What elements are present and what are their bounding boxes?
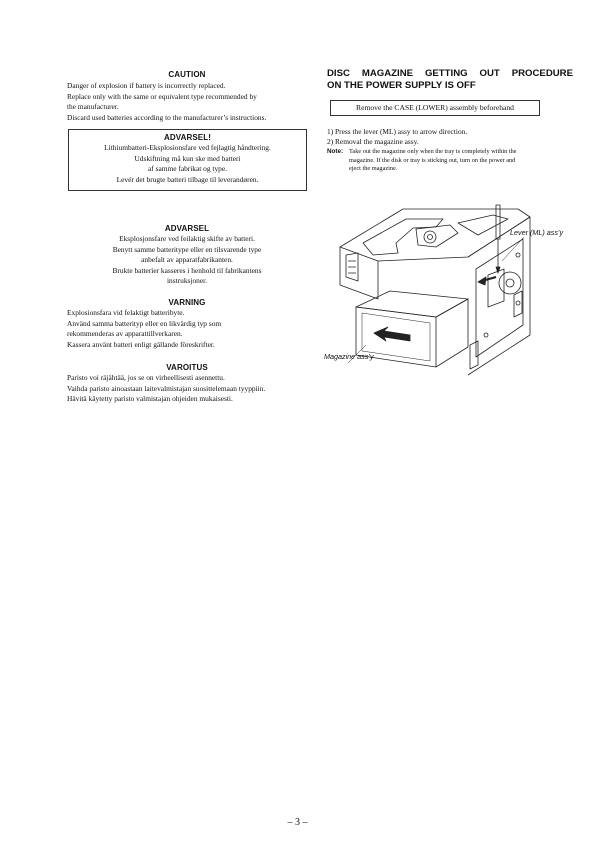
varoitus-text (67, 373, 307, 405)
magazine-top (356, 291, 468, 317)
procedure-steps (327, 127, 573, 147)
chassis-cutout (458, 215, 508, 235)
procedure-title (327, 68, 573, 92)
advarsel-danish-line: Lithiumbatteri-Eksplosionsfare ved fejlagtig håndtering. (104, 143, 271, 152)
note-label: Note: (327, 148, 344, 155)
magazine-removal-diagram (318, 195, 573, 385)
advarsel-danish-line: Udskiftning må kun ske med batteri (134, 153, 241, 163)
lever-leader-line (502, 237, 524, 261)
press-arrow-head (478, 277, 486, 285)
advarsel-danish-box (68, 129, 307, 191)
varning-line: Explosionsfara vid felaktigt batteribyte. (67, 308, 185, 317)
lever-pivot (506, 279, 514, 287)
varning-line: Använd samma batterityp eller en likvärdig typ som (67, 318, 222, 328)
removal-arrow (374, 327, 410, 341)
screw (516, 301, 520, 305)
advarsel-norwegian-line: Benytt samme batteritype eller en tilsvarende type (112, 244, 262, 254)
step-1: 1) Press the lever (ML) assy to arrow direction. (327, 127, 468, 136)
side-panel (476, 239, 523, 357)
varoitus-heading: VAROITUS (166, 363, 208, 372)
varning-line: rekommenderas av apparattillverkaren. (67, 329, 183, 338)
advarsel-norwegian-line: instruksjoner. (166, 276, 208, 285)
side-bracket (514, 291, 522, 317)
advarsel-danish-text (73, 143, 302, 185)
caution-line: the manufacturer. (67, 102, 119, 111)
advarsel-norwegian-line: Eksplosjonsfare ved feilaktig skifte av batteri. (119, 234, 255, 243)
caution-section (67, 70, 307, 191)
chassis-slots (348, 261, 356, 273)
varoitus-section (67, 363, 307, 405)
page-number: – 3 – (287, 817, 308, 828)
screw (484, 333, 488, 337)
note-line: eject the magazine. (349, 165, 398, 173)
varning-section (67, 298, 307, 350)
chassis-cutout (416, 225, 458, 247)
advarsel-norwegian-line: Brukte batterier kasseres i henhold til fabrikantens (112, 265, 262, 275)
advarsel-norwegian-section (67, 224, 307, 287)
advarsel-norwegian-line: anbefalt av apparatfabrikanten. (141, 255, 233, 264)
gear (424, 231, 436, 243)
varoitus-line: Hävitä käytetty paristo valmistajan ohjeiden mukaisesti. (67, 394, 233, 403)
step-2: 2) Removal the magazine assy. (327, 137, 419, 146)
advarsel-norwegian-text (67, 234, 307, 287)
side-tab (470, 341, 478, 369)
caution-text (67, 81, 307, 123)
caution-line: Replace only with the same or equivalent type recommended by (67, 91, 257, 101)
procedure-title-line: DISC MAGAZINE GETTING OUT PROCEDURE (327, 68, 573, 79)
procedure-note (327, 148, 573, 174)
advarsel-danish-heading: ADVARSEL! (164, 133, 211, 142)
prerequisite-box: Remove the CASE (LOWER) assembly beforehand (330, 100, 540, 116)
advarsel-danish-line: Levér det brugte batteri tilbage til leverandøren. (116, 174, 259, 184)
screwdriver-handle (496, 205, 500, 239)
note-line: magazine. If the disk or tray is sticking out, turn on the power and (349, 156, 516, 164)
lever-mechanism (499, 272, 521, 294)
lever-callout: Lever (ML) ass’y (510, 228, 564, 237)
magazine-callout: Magazine ass’y (324, 352, 374, 361)
varoitus-line: Paristo voi räjähtää, jos se on virheellisesti asennettu. (67, 373, 225, 382)
caution-line: Discard used batteries according to the manufacturer’s instructions. (67, 112, 267, 122)
gear-hub (428, 235, 433, 240)
advarsel-norwegian-heading: ADVARSEL (164, 224, 210, 233)
varoitus-line: Vaihda paristo ainoastaan laitevalmistajan suosittelemaan tyyppiin. (67, 383, 266, 393)
note-line: Take out the magazine only when the tray is completely within the (349, 148, 517, 155)
procedure-title-line: ON THE POWER SUPPLY IS OFF (327, 80, 476, 91)
lever-ml (488, 269, 504, 307)
magazine-side (436, 299, 468, 367)
varning-text (67, 308, 307, 350)
caution-line: Danger of explosion if battery is incorrectly replaced. (67, 81, 226, 90)
procedure-section (327, 68, 573, 92)
advarsel-danish-line: af samme fabrikat og type. (147, 164, 227, 173)
caution-heading: CAUTION (168, 70, 206, 79)
varning-line: Kassera använt batteri enligt gällande föreskrifter. (67, 339, 215, 349)
chassis-cutout (363, 219, 443, 255)
screw (516, 253, 520, 257)
varning-heading: VARNING (168, 298, 206, 307)
